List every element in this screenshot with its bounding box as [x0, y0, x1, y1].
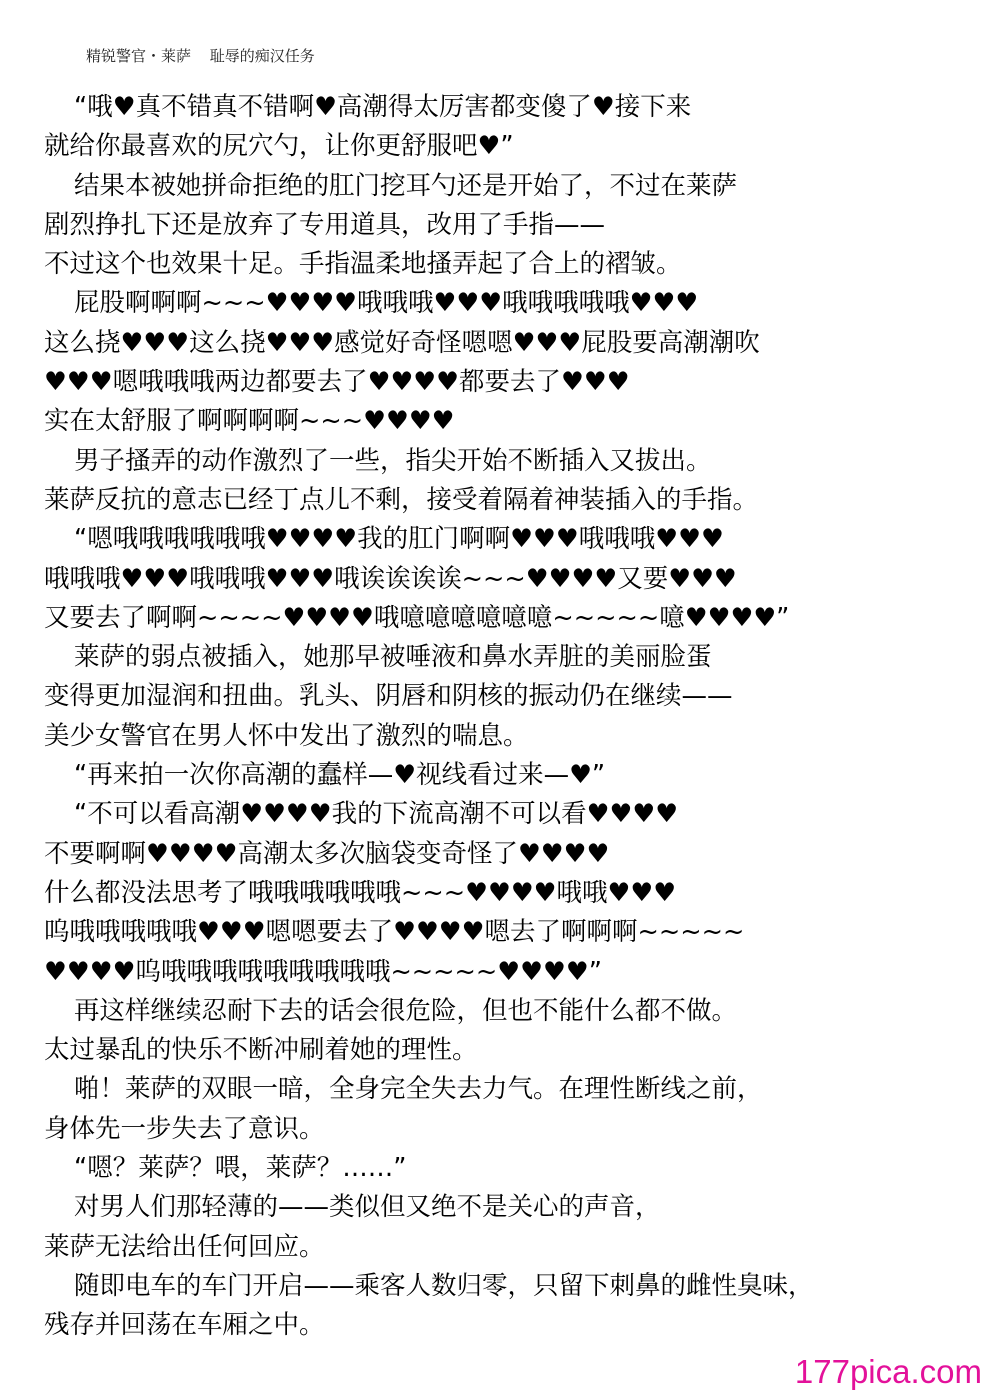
text-line: 莱萨无法给出任何回应。 [44, 1231, 325, 1262]
text-line: 又要去了啊啊~~~~♥♥♥♥哦噫噫噫噫噫噫~~~~~噫♥♥♥♥” [44, 602, 790, 633]
text-line: 哦哦哦♥♥♥哦哦哦♥♥♥哦诶诶诶诶~~~♥♥♥♥又要♥♥♥ [44, 563, 737, 594]
running-header [86, 42, 586, 70]
text-line: 对男人们那轻薄的——类似但又绝不是关心的声音， [74, 1192, 661, 1223]
book-title: 精锐警官・莱萨 [86, 47, 192, 65]
text-line: ♥♥♥♥呜哦哦哦哦哦哦哦哦哦~~~~~♥♥♥♥” [44, 956, 602, 987]
text-line: “嗯？莱萨？喂，莱萨？……” [74, 1153, 407, 1184]
body-text [44, 88, 980, 1346]
text-line: 变得更加湿润和扭曲。乳头、阴唇和阴核的振动仍在继续—— [44, 681, 733, 712]
text-line: “嗯哦哦哦哦哦哦♥♥♥♥我的肛门啊啊♥♥♥哦哦哦♥♥♥ [74, 524, 724, 555]
text-line: 呜哦哦哦哦哦♥♥♥嗯嗯要去了♥♥♥♥嗯去了啊啊啊~~~~~ [44, 917, 745, 948]
text-line: 再这样继续忍耐下去的话会很危险，但也不能什么都不做。 [74, 995, 738, 1026]
text-line: 莱萨反抗的意志已经丁点儿不剩，接受着隔着神装插入的手指。 [44, 484, 759, 515]
text-line: 屁股啊啊啊~~~♥♥♥♥哦哦哦♥♥♥哦哦哦哦哦♥♥♥ [74, 288, 699, 319]
text-line: 男子搔弄的动作激烈了一些，指尖开始不断插入又拔出。 [74, 445, 712, 476]
text-line: 实在太舒服了啊啊啊啊~~~♥♥♥♥ [44, 406, 455, 437]
text-line: 残存并回荡在车厢之中。 [44, 1310, 325, 1341]
chapter-title: 耻辱的痴汉任务 [209, 47, 315, 65]
text-line: ♥♥♥嗯哦哦哦两边都要去了♥♥♥♥都要去了♥♥♥ [44, 367, 630, 398]
text-line: 美少女警官在男人怀中发出了激烈的喘息。 [44, 720, 529, 751]
text-line: 莱萨的弱点被插入，她那早被唾液和鼻水弄脏的美丽脸蛋 [74, 642, 712, 673]
text-line: 不要啊啊♥♥♥♥高潮太多次脑袋变奇怪了♥♥♥♥ [44, 838, 610, 869]
text-line: 剧烈挣扎下还是放弃了专用道具，改用了手指—— [44, 209, 606, 240]
text-line: 这么挠♥♥♥这么挠♥♥♥感觉好奇怪嗯嗯♥♥♥屁股要高潮潮吹 [44, 327, 760, 358]
text-line: “再来拍一次你高潮的蠢样—♥视线看过来—♥” [74, 760, 606, 791]
text-line: “哦♥真不错真不错啊♥高潮得太厉害都变傻了♥接下来 [74, 92, 692, 122]
text-line: 身体先一步失去了意识。 [44, 1113, 325, 1144]
text-line: 什么都没法思考了哦哦哦哦哦哦~~~♥♥♥♥哦哦♥♥♥ [44, 877, 677, 908]
text-line: 随即电车的车门开启——乘客人数归零，只留下刺鼻的雌性臭味， [74, 1270, 814, 1301]
text-line: 太过暴乱的快乐不断冲刷着她的理性。 [44, 1035, 478, 1066]
text-line: 就给你最喜欢的尻穴勺，让你更舒服吧♥” [44, 131, 514, 162]
text-line: “不可以看高潮♥♥♥♥我的下流高潮不可以看♥♥♥♥ [74, 799, 679, 830]
text-line: 啪！莱萨的双眼一暗，全身完全失去力气。在理性断线之前， [74, 1074, 763, 1105]
text-line: 结果本被她拼命拒绝的肛门挖耳勺还是开始了，不过在莱萨 [74, 170, 738, 201]
watermark: 177pica.com [794, 1353, 982, 1390]
text-line: 不过这个也效果十足。手指温柔地搔弄起了合上的褶皱。 [44, 249, 682, 280]
